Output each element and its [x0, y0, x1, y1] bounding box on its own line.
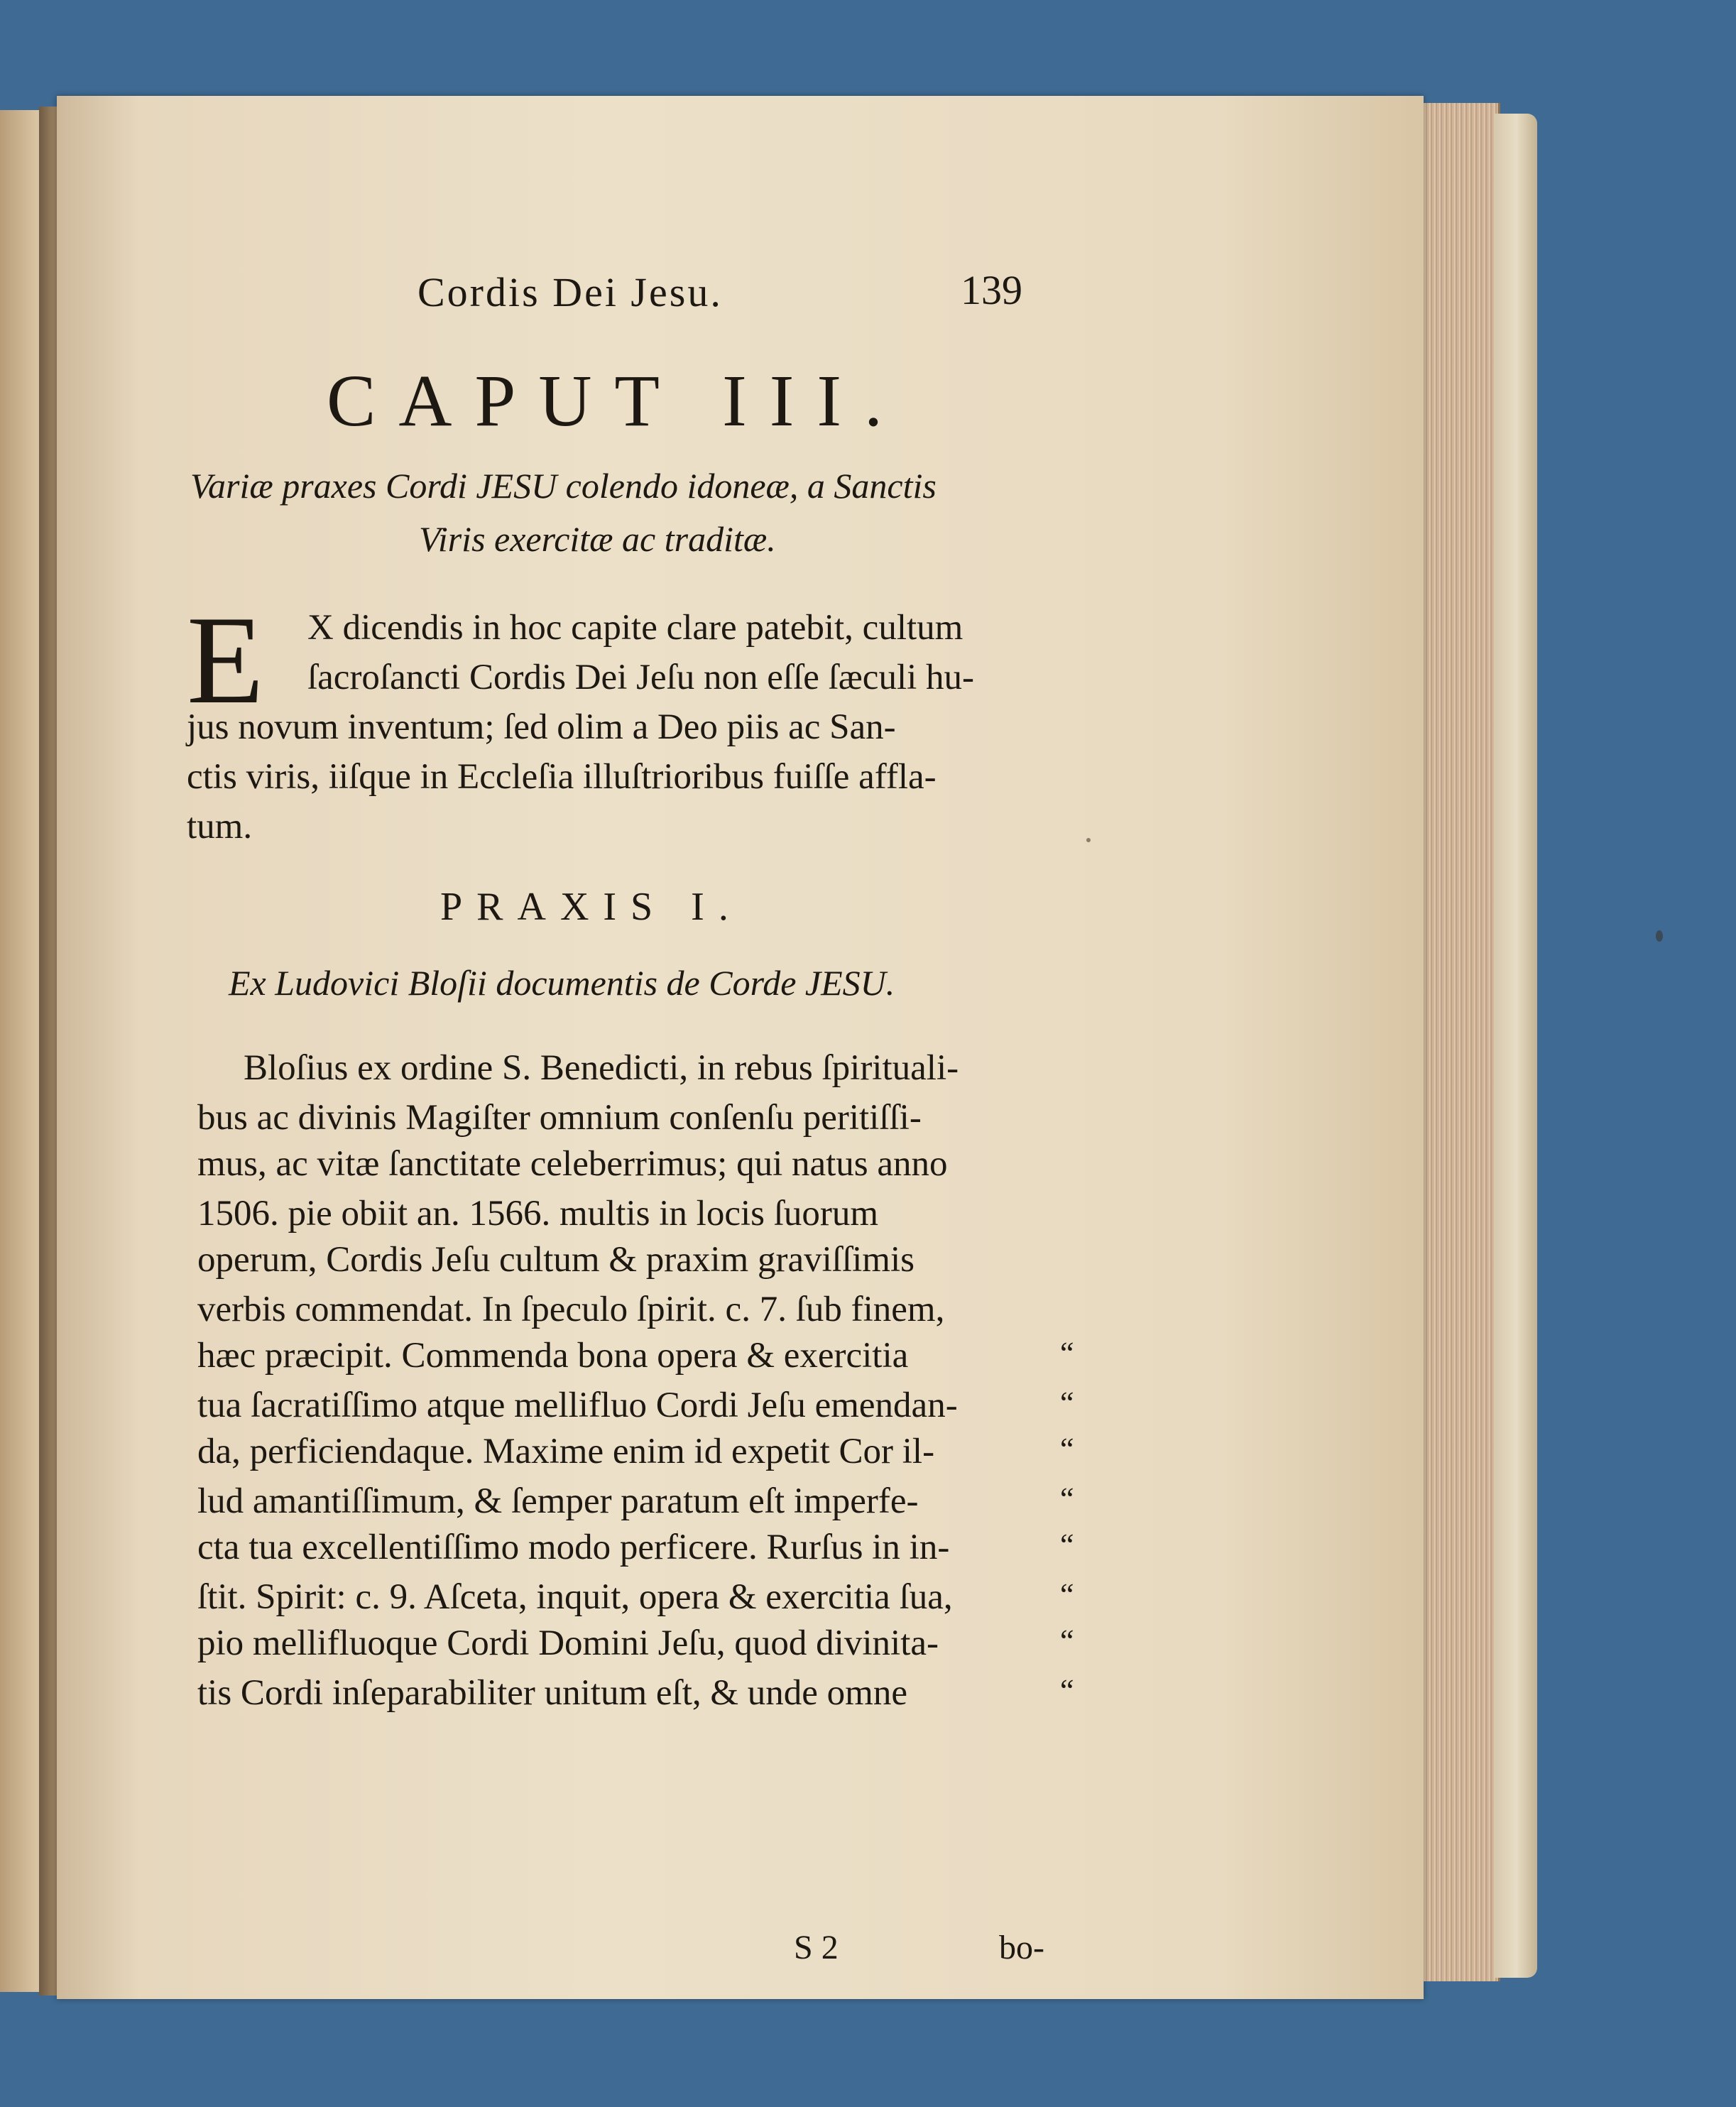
- body-line: operum, Cordis Jeſu cultum & praxim graviſſimis: [197, 1240, 915, 1280]
- catchword: bo-: [999, 1929, 1044, 1966]
- intro-line: jus novum inventum; ſed olim a Deo piis ac San-: [187, 707, 896, 747]
- section-title: PRAXIS I.: [440, 885, 743, 929]
- quotation-mark: “: [1060, 1481, 1074, 1516]
- intro-line: tum.: [187, 807, 253, 846]
- body-line: tua ſacratiſſimo atque mellifluo Cordi Jeſu emendan-: [197, 1385, 958, 1425]
- body-line: ſtit. Spirit: c. 9. Aſceta, inquit, opera & exercitia ſua,: [197, 1577, 953, 1617]
- body-line: bus ac divinis Magiſter omnium conſenſu peritiſſi-: [197, 1098, 922, 1138]
- signature-mark: S 2: [794, 1929, 839, 1966]
- body-line: hæc præcipit. Commenda bona opera & exercitia: [197, 1336, 909, 1376]
- section-subtitle: Ex Ludovici Bloſii documentis de Corde JESU.: [229, 963, 895, 1003]
- quotation-mark: “: [1060, 1432, 1074, 1466]
- paper-spot: [1086, 838, 1091, 842]
- quotation-mark: “: [1060, 1336, 1074, 1371]
- quotation-mark: “: [1060, 1385, 1074, 1420]
- running-head: Cordis Dei Jesu.: [417, 269, 723, 315]
- page-block-edges: [1413, 103, 1500, 1981]
- drop-cap: E: [187, 589, 264, 730]
- body-line: cta tua excellentiſſimo modo perficere. Rurſus in in-: [197, 1528, 950, 1567]
- book-cover-edge: [1495, 114, 1537, 1978]
- chapter-subtitle-line: Viris exercitæ ac traditæ.: [419, 519, 776, 559]
- body-line: verbis commendat. In ſpeculo ſpirit. c. 7. ſub finem,: [197, 1290, 945, 1329]
- body-line: lud amantiſſimum, & ſemper paratum eſt imperfe-: [197, 1481, 919, 1521]
- body-line: Bloſius ex ordine S. Benedicti, in rebus ſpirituali-: [244, 1048, 959, 1088]
- intro-line: ctis viris, iiſque in Eccleſia illuſtrioribus fuiſſe affla-: [187, 757, 937, 797]
- chapter-title: CAPUT III.: [327, 360, 905, 442]
- body-line: tis Cordi inſeparabiliter unitum eſt, & unde omne: [197, 1673, 907, 1713]
- paper-spot: [1656, 930, 1663, 942]
- page-number: 139: [961, 267, 1022, 313]
- quotation-mark: “: [1060, 1528, 1074, 1562]
- body-line: 1506. pie obiit an. 1566. multis in locis ſuorum: [197, 1194, 879, 1234]
- body-line: da, perficiendaque. Maxime enim id expetit Cor il-: [197, 1432, 935, 1471]
- intro-line: X dicendis in hoc capite clare patebit, cultum: [307, 608, 963, 648]
- intro-line: ſacroſancti Cordis Dei Jeſu non eſſe ſæculi hu-: [307, 658, 975, 697]
- body-line: mus, ac vitæ ſanctitate celeberrimus; qui natus anno: [197, 1144, 948, 1184]
- chapter-subtitle-line: Variæ praxes Cordi JESU colendo idoneæ, a Sanctis: [190, 466, 937, 506]
- quotation-mark: “: [1060, 1623, 1074, 1658]
- quotation-mark: “: [1060, 1577, 1074, 1612]
- quotation-mark: “: [1060, 1673, 1074, 1708]
- body-line: pio mellifluoque Cordi Domini Jeſu, quod divinita-: [197, 1623, 939, 1663]
